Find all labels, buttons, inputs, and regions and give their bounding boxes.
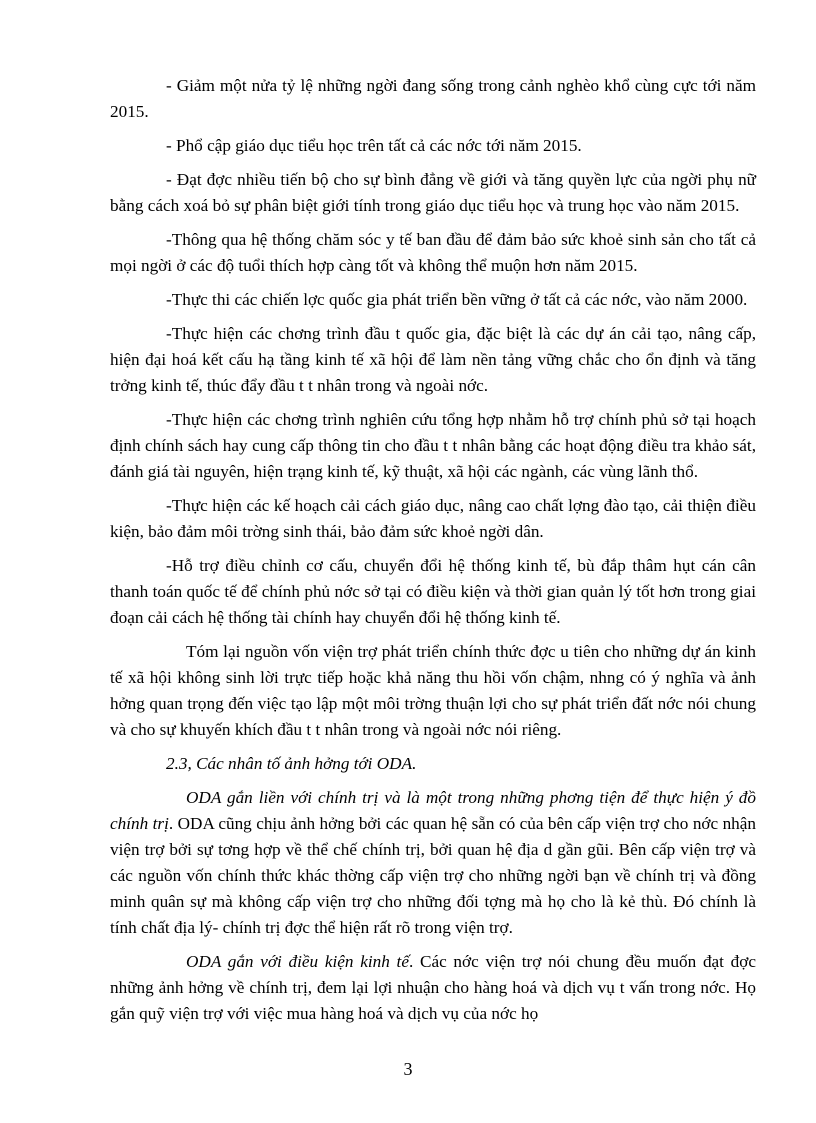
paragraph-oda-politics bbox=[110, 785, 756, 941]
oda-economy-body: . Các nớc viện trợ nói chung đều muốn đạt đợc những ảnh hởng về chính trị, đem lại lợi nhuận cho hàng hoá và dịch vụ t vấn trong nớc. Họ gắn quỹ viện trợ với việc mua hàng hoá và dịch vụ của nớc họ bbox=[110, 952, 756, 1023]
paragraph-goal-gender: - Đạt đợc nhiều tiến bộ cho sự bình đẳng về giới và tăng quyền lực của ngời phụ nữ bằng cách xoá bỏ sự phân biệt giới tính trong giáo dục tiểu học và trung học vào năm 2015. bbox=[110, 170, 756, 215]
paragraph-oda-economy bbox=[110, 949, 756, 1027]
section-heading: 2.3, Các nhân tố ảnh hởng tới ODA. bbox=[166, 754, 417, 773]
paragraph-education-reform: -Thực hiện các kế hoạch cải cách giáo dục, nâng cao chất lợng đào tạo, cải thiện điều kiện, bảo đảm môi trờng sinh thái, bảo đảm sức khoẻ ngời dân. bbox=[110, 496, 756, 541]
paragraph-investment-programs: -Thực hiện các chơng trình đầu t quốc gia, đặc biệt là các dự án cải tạo, nâng cấp, hiện đại hoá kết cấu hạ tầng kinh tế xã hội để làm nền tảng vững chắc cho ổn định và tăng trởng kinh tế, thúc đẩy đầu t t nhân trong và ngoài nớc. bbox=[110, 324, 756, 395]
paragraph-summary: Tóm lại nguồn vốn viện trợ phát triển chính thức đợc u tiên cho những dự án kinh tế xã hội không sinh lời trực tiếp hoặc khả năng thu hồi vốn chậm, nhng có ý nghĩa và ảnh hởng quan trọng đến việc tạo lập một môi trờng thuận lợi cho sự phát triển đất nớc nói chung và cho sự khuyến khích đầu t t nhân trong và ngoài nớc nói riêng. bbox=[110, 642, 756, 739]
oda-economy-lead: ODA gắn với điều kiện kinh tế bbox=[186, 952, 409, 971]
oda-politics-lead: ODA gắn liền với chính trị và là một trong những phơng tiện để thực hiện ý đồ chính trị bbox=[110, 788, 756, 833]
document-page bbox=[110, 73, 756, 1035]
paragraph-structural-adjustment: -Hỗ trợ điều chỉnh cơ cấu, chuyển đổi hệ thống kinh tế, bù đắp thâm hụt cán cân thanh toán quốc tế để chính phủ nớc sở tại có điều kiện và thời gian quản lý tốt hơn trong giai đoạn cải cách hệ thống tài chính hay chuyển đổi hệ thống kinh tế. bbox=[110, 556, 756, 627]
oda-politics-body: . ODA cũng chịu ảnh hởng bởi các quan hệ sẵn có của bên cấp viện trợ cho nớc nhận viện trợ bởi sự tơng hợp về thể chế chính trị, bởi quan hệ địa d gần gũi. Bên cấp viện trợ và các nguồn vốn chính thức khác thờng cấp viện trợ cho những ngời bạn về chính trị và đồng minh quân sự mà không cấp viện trợ cho những đối tợng mà họ cho là kẻ thù. Đó chính là tính chất địa lý- chính trị đợc thể hiện rất rõ trong viện trợ. bbox=[110, 814, 756, 937]
paragraph-goal-education: - Phổ cập giáo dục tiểu học trên tất cả các nớc tới năm 2015. bbox=[166, 136, 582, 155]
paragraph-research-programs: -Thực hiện các chơng trình nghiên cứu tổng hợp nhằm hỗ trợ chính phủ sở tại hoạch định chính sách hay cung cấp thông tin cho đầu t t nhân bằng các hoạt động điều tra khảo sát, đánh giá tài nguyên, hiện trạng kinh tế, kỹ thuật, xã hội các ngành, các vùng lãnh thổ. bbox=[110, 410, 756, 481]
paragraph-goal-health: -Thông qua hệ thống chăm sóc y tế ban đầu để đảm bảo sức khoẻ sinh sản cho tất cả mọi ngời ở các độ tuổi thích hợp càng tốt và không thể muộn hơn năm 2015. bbox=[110, 230, 756, 275]
page-number: 3 bbox=[403, 1059, 413, 1079]
paragraph-goal-poverty: - Giảm một nửa tỷ lệ những ngời đang sống trong cảnh nghèo khổ cùng cực tới năm 2015. bbox=[110, 76, 756, 121]
paragraph-goal-strategy: -Thực thi các chiến lợc quốc gia phát triển bền vững ở tất cả các nớc, vào năm 2000. bbox=[166, 290, 748, 309]
